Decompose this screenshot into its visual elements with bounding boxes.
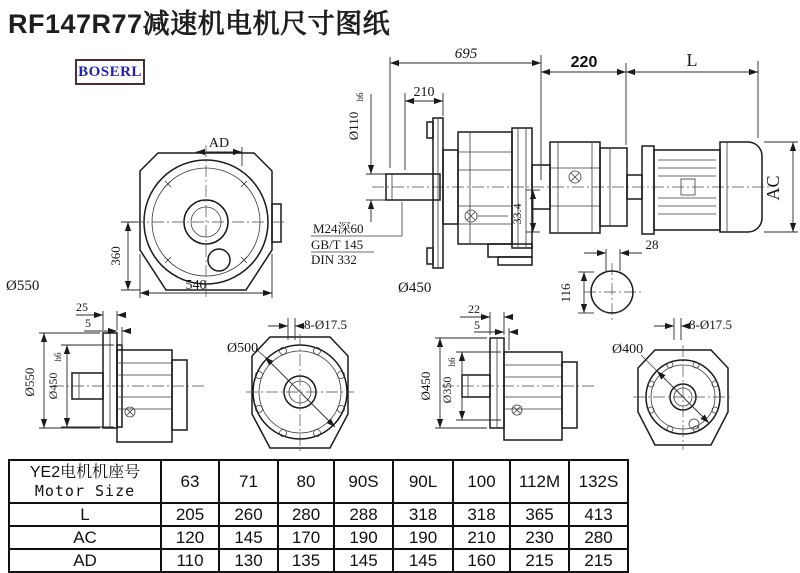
table-cell: 280	[278, 503, 334, 526]
dim-fa-spigot-tol-label: h6	[53, 352, 63, 362]
table-cell: 215	[510, 549, 569, 572]
table-cell: 230	[510, 526, 569, 549]
flange-a-front-view	[227, 317, 354, 452]
reducer-side-view	[311, 46, 772, 296]
dim-220-label: 220	[570, 54, 598, 71]
dim-210-label: 210	[413, 85, 435, 100]
motor-size-header-cn: YE2电机机座号	[29, 464, 141, 481]
reducer-front-view	[6, 136, 286, 300]
dim-fa-od-label: Ø550	[22, 367, 37, 397]
dim-d400-label: Ø400	[612, 342, 644, 357]
table-cell: 215	[569, 549, 628, 572]
table-row-ac	[9, 526, 628, 549]
table-cell: 145	[393, 549, 453, 572]
shaft-section-view	[558, 237, 659, 321]
dim-fa-holes-label: 8-Ø17.5	[304, 317, 347, 332]
col-80: 80	[278, 460, 334, 503]
col-71: 71	[219, 460, 278, 503]
col-100: 100	[453, 460, 510, 503]
col-63: 63	[161, 460, 219, 503]
table-cell: 318	[393, 503, 453, 526]
dim-fb-holes-label: 8-Ø17.5	[689, 317, 732, 332]
dim-fa-spigot-label: Ø450	[46, 372, 60, 400]
table-cell: 170	[278, 526, 334, 549]
dim-d500-label: Ø500	[227, 341, 259, 356]
table-cell: 130	[219, 549, 278, 572]
dim-5b-label: 5	[474, 318, 480, 332]
table-cell: 190	[393, 526, 453, 549]
dim-334-label: 33.4	[510, 203, 524, 225]
dim-360-label: 360	[108, 246, 123, 266]
col-132s: 132S	[569, 460, 628, 503]
dim-22-label: 22	[468, 302, 480, 316]
dim-25-label: 25	[76, 300, 88, 314]
table-cell: 205	[161, 503, 219, 526]
dim-d110-tol-label: h6	[355, 92, 365, 102]
motor-size-table	[8, 459, 629, 573]
standard-note-2: DIN 332	[311, 252, 357, 267]
table-row-l	[9, 503, 628, 526]
flange-b-front-view	[612, 317, 733, 450]
dim-fb-spigot-tol-label: h6	[447, 357, 457, 367]
dim-116-label: 116	[558, 283, 573, 303]
row-label-ac: AC	[9, 526, 161, 549]
table-cell: 260	[219, 503, 278, 526]
col-90l: 90L	[393, 460, 453, 503]
dim-fb-od-label: Ø450	[418, 371, 433, 401]
table-row-ad	[9, 549, 628, 572]
dim-5a-label: 5	[85, 316, 91, 330]
dim-d550-label: Ø550	[6, 278, 40, 294]
row-label-l: L	[9, 503, 161, 526]
dim-ad-label: AD	[208, 136, 230, 151]
flange-b-side-view	[418, 302, 595, 440]
table-cell: 145	[219, 526, 278, 549]
row-label-ad: AD	[9, 549, 161, 572]
flange-a-side-view	[22, 300, 205, 442]
dim-540-label: 540	[185, 278, 207, 293]
table-cell: 413	[569, 503, 628, 526]
table-cell: 190	[334, 526, 393, 549]
table-cell: 145	[334, 549, 393, 572]
table-cell: 160	[453, 549, 510, 572]
dim-d450-label: Ø450	[398, 280, 432, 296]
standard-note-1: GB/T 145	[311, 237, 364, 252]
table-cell: 120	[161, 526, 219, 549]
dim-695-label: 695	[454, 46, 478, 62]
table-cell: 135	[278, 549, 334, 572]
page-title: RF147R77减速机电机尺寸图纸	[8, 9, 391, 39]
motor-size-header-en: Motor Size	[34, 482, 136, 500]
col-112m: 112M	[510, 460, 569, 503]
col-90s: 90S	[334, 460, 393, 503]
dim-fb-spigot-label: Ø350	[440, 376, 454, 404]
boserl-logo-text: BOSERL	[78, 63, 142, 80]
table-cell: 318	[453, 503, 510, 526]
dim-ac-label: AC	[763, 175, 783, 201]
dim-l-label: L	[686, 50, 698, 70]
motor-size-header	[9, 460, 161, 503]
table-cell: 110	[161, 549, 219, 572]
dim-28-label: 28	[645, 237, 659, 252]
table-cell: 365	[510, 503, 569, 526]
thread-note: M24深60	[313, 221, 364, 236]
table-header-row	[9, 460, 628, 503]
table-cell: 280	[569, 526, 628, 549]
dim-d110-label: Ø110	[346, 111, 361, 141]
table-cell: 210	[453, 526, 510, 549]
table-cell: 288	[334, 503, 393, 526]
